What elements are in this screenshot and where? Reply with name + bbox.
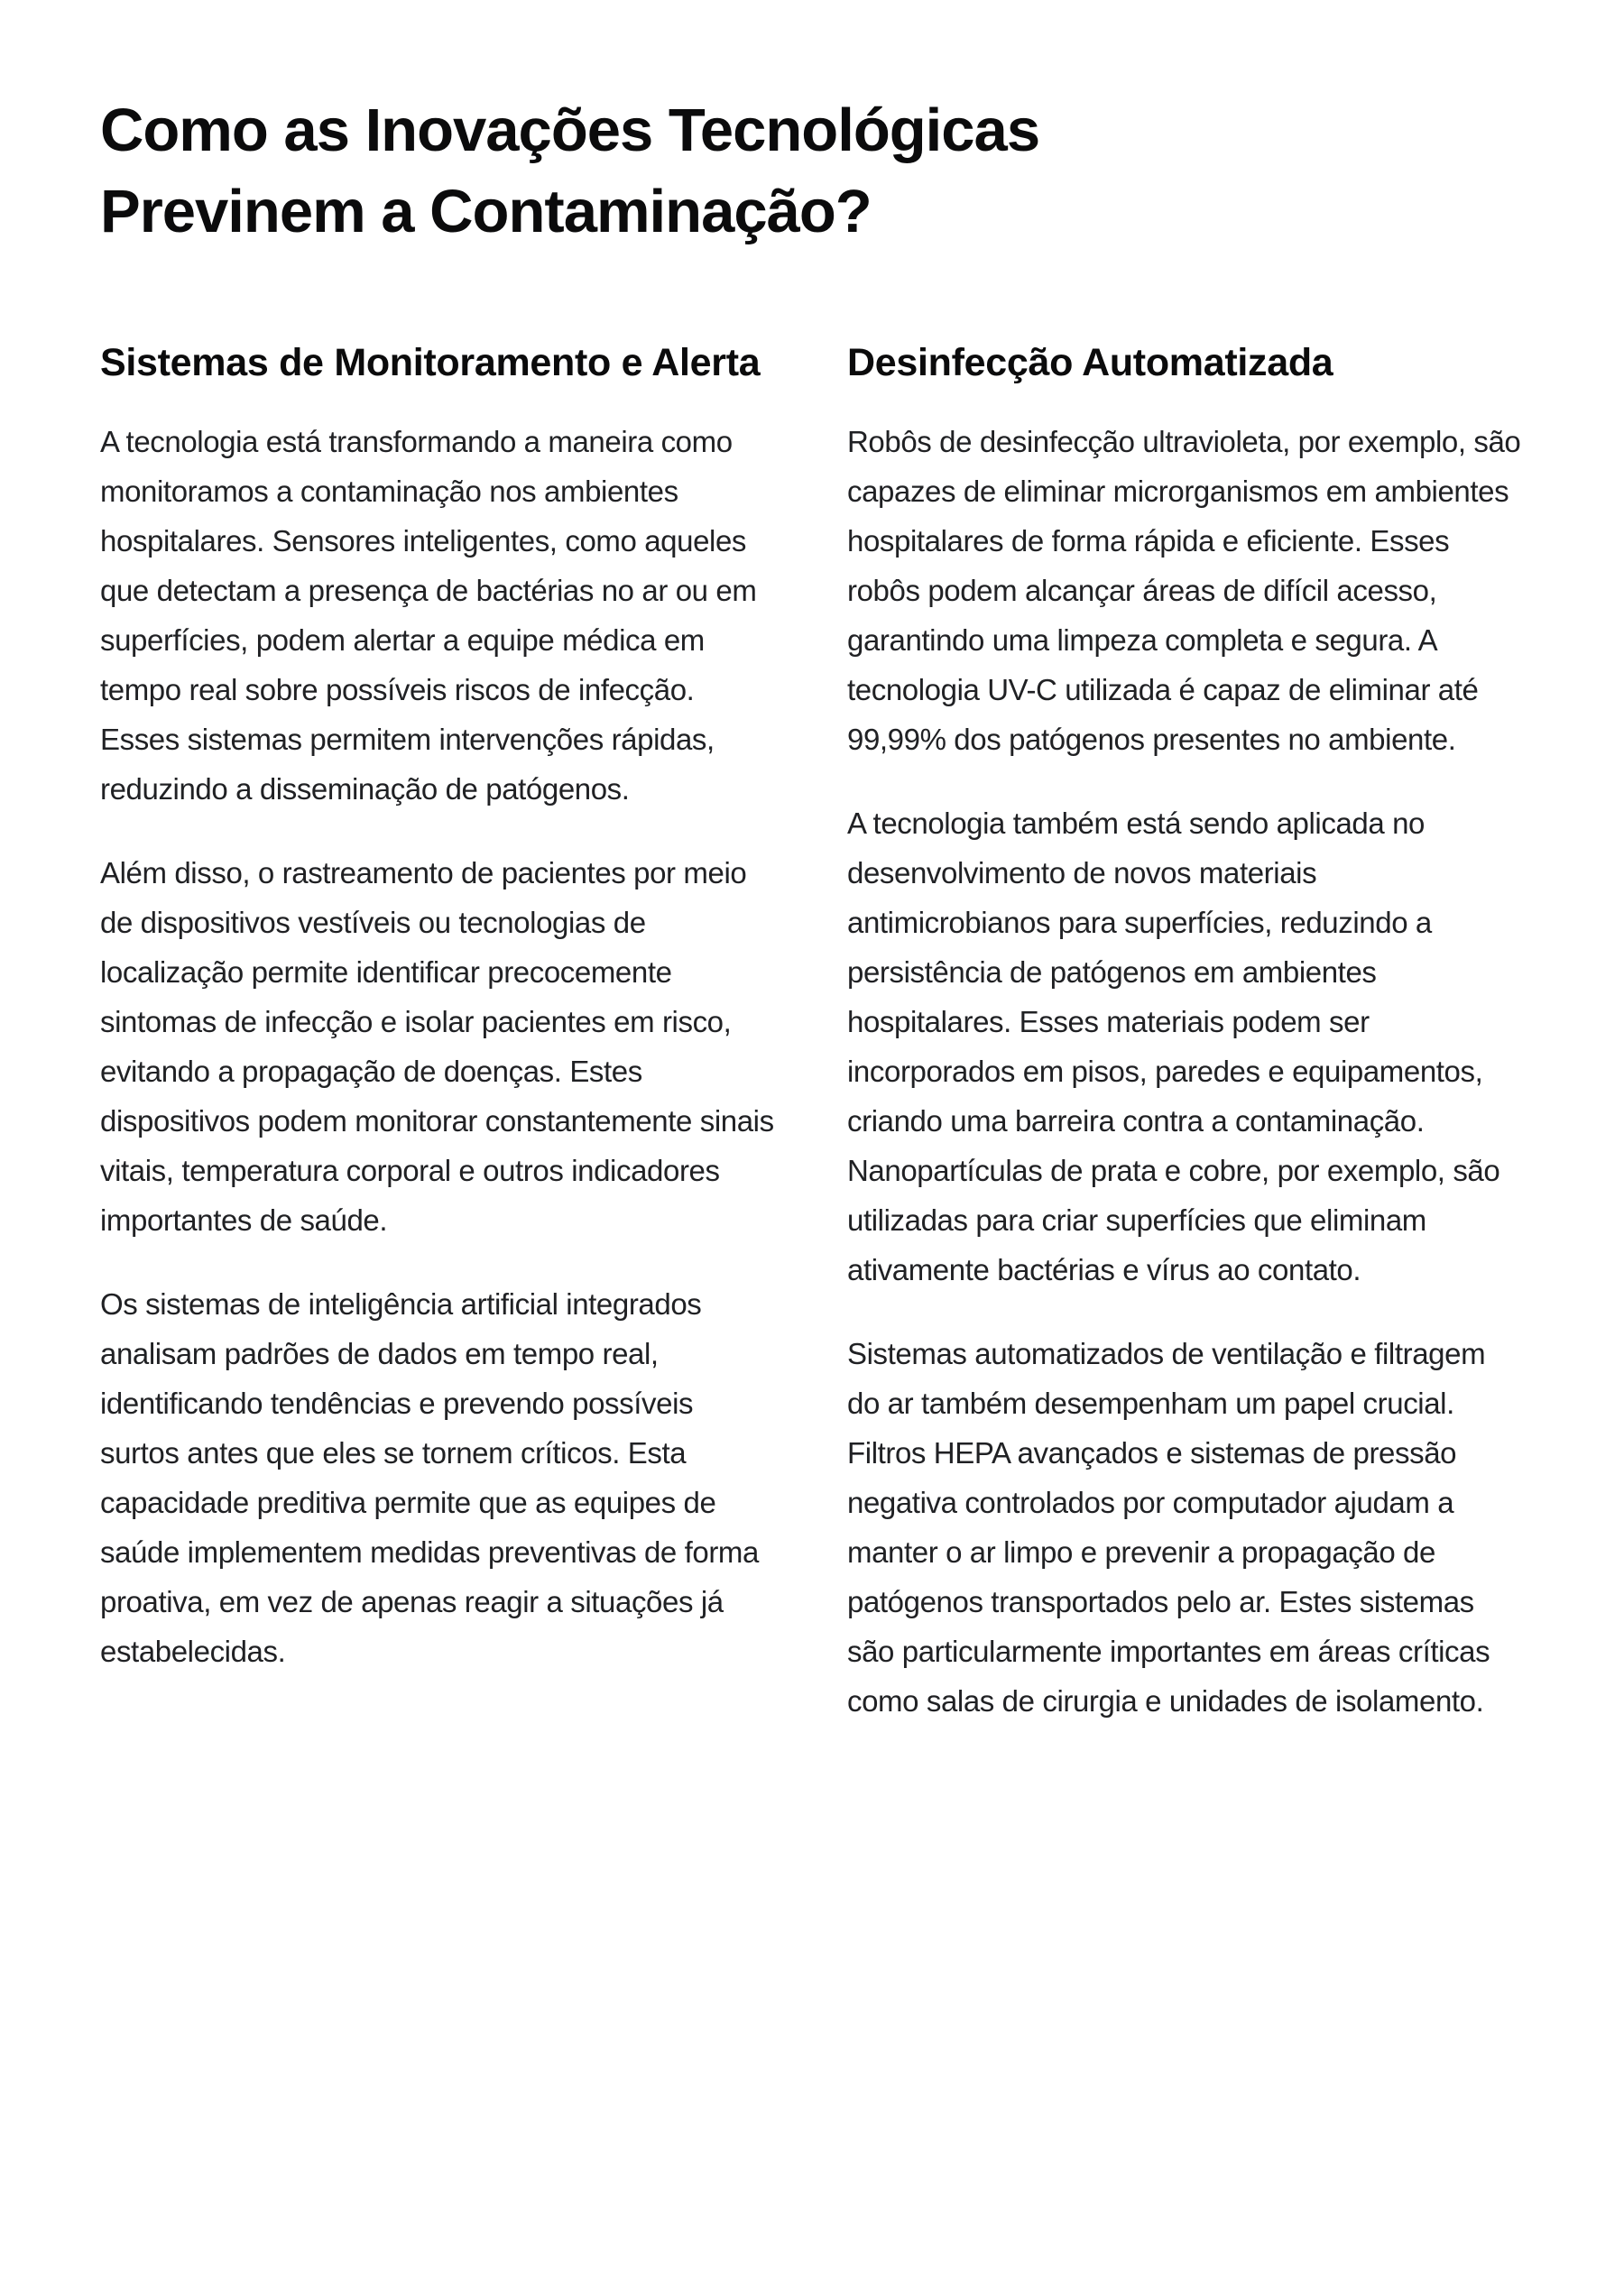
two-column-layout xyxy=(100,339,1524,1726)
page-title-line-2: Previnem a Contaminação? xyxy=(100,178,872,245)
paragraph: Robôs de desinfecção ultravioleta, por exemplo, são capazes de eliminar microrganismos em ambientes hospitalares de forma rápida e eficiente. Esses robôs podem alcançar áreas de difícil acesso, garantindo uma limpeza completa e segura. A tecnologia UV-C utilizada é capaz de eliminar até 99,99% dos patógenos presentes no ambiente. xyxy=(847,425,1521,756)
page-title xyxy=(100,90,1291,253)
section-heading-desinfeccao: Desinfecção Automatizada xyxy=(847,341,1333,384)
paragraph: Os sistemas de inteligência artificial integrados analisam padrões de dados em tempo real, identificando tendências e prevendo possíveis surtos antes que eles se tornem críticos. Esta capacidade preditiva permite que as equipes de saúde implementem medidas preventivas de forma proativa, em vez de apenas reagir a situações já estabelecidas. xyxy=(100,1287,759,1668)
paragraph: A tecnologia também está sendo aplicada no desenvolvimento de novos materiais antimicrobianos para superfícies, reduzindo a persistência de patógenos em ambientes hospitalares. Esses materiais podem ser incorporados em pisos, paredes e equipamentos, criando uma barreira contra a contaminação. Nanopartículas de prata e cobre, por exemplo, são utilizadas para criar superfícies que eliminam ativamente bactérias e vírus ao contato. xyxy=(847,806,1500,1286)
section-heading-monitoramento: Sistemas de Monitoramento e Alerta xyxy=(100,341,761,384)
paragraph: A tecnologia está transformando a maneira como monitoramos a contaminação nos ambientes hospitalares. Sensores inteligentes, como aqueles que detectam a presença de bactérias no ar ou em superfícies, podem alertar a equipe médica em tempo real sobre possíveis riscos de infecção. Esses sistemas permitem intervenções rápidas, reduzindo a disseminação de patógenos. xyxy=(100,425,757,806)
paragraph: Além disso, o rastreamento de pacientes por meio de dispositivos vestíveis ou tecnologias de localização permite identificar precocemente sintomas de infecção e isolar pacientes em risco, evitando a propagação de doenças. Estes dispositivos podem monitorar constantemente sinais vitais, temperatura corporal e outros indicadores importantes de saúde. xyxy=(100,856,774,1237)
column-monitoring xyxy=(100,339,777,1726)
page-title-line-1: Como as Inovações Tecnológicas xyxy=(100,97,1040,164)
paragraph: Sistemas automatizados de ventilação e filtragem do ar também desempenham um papel crucial. Filtros HEPA avançados e sistemas de pressão negativa controlados por computador ajudam a manter o ar limpo e prevenir a propagação de patógenos transportados pelo ar. Estes sistemas são particularmente importantes em áreas críticas como salas de cirurgia e unidades de isolamento. xyxy=(847,1337,1490,1718)
column-desinfeccao xyxy=(847,339,1524,1726)
